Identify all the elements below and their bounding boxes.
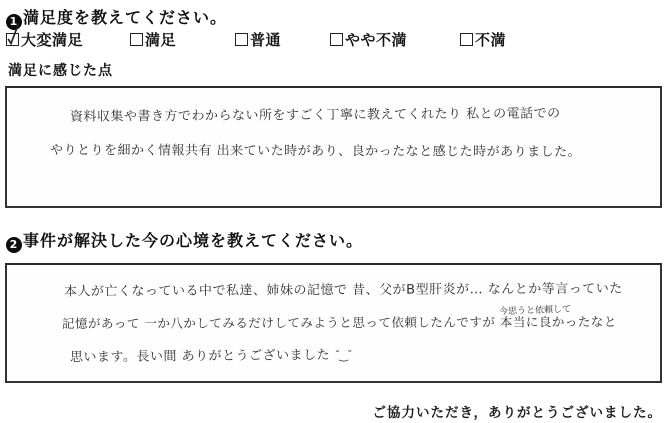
option-somewhat-dissatisfied[interactable] bbox=[330, 29, 407, 50]
handwritten-insert-note: 今思うと依頼して bbox=[498, 304, 572, 318]
option-very-satisfied[interactable] bbox=[6, 29, 83, 50]
option-normal[interactable] bbox=[235, 29, 281, 50]
handwritten-line: 資料収集や書き方でわからない所をすごく丁寧に教えてくれたり 私との電話での bbox=[69, 106, 561, 125]
circled-number-1-icon: 1 bbox=[6, 14, 22, 30]
checkbox-somewhat-dissatisfied bbox=[330, 33, 343, 46]
question1-text: 満足度を教えてください。 bbox=[23, 10, 228, 27]
circled-number-2-icon: 2 bbox=[6, 237, 22, 253]
answer-box-q1 bbox=[5, 86, 662, 208]
option-satisfied[interactable] bbox=[130, 29, 176, 50]
option-dissatisfied[interactable] bbox=[460, 29, 506, 50]
checkbox-dissatisfied bbox=[460, 33, 473, 46]
option-label: 満足 bbox=[145, 33, 177, 49]
footer-thanks: ご協力いただき，ありがとうございました。 bbox=[372, 405, 662, 420]
satisfaction-options-row bbox=[0, 29, 668, 51]
answer-box-q2 bbox=[5, 263, 662, 383]
question2-heading bbox=[6, 228, 363, 253]
handwritten-line: 記憶があって 一か八かしてみるだけしてみようと思って依頼したんですが 本当に良かったなと bbox=[61, 314, 617, 331]
option-label: 大変満足 bbox=[21, 33, 84, 49]
option-label: やや不満 bbox=[345, 33, 408, 49]
checkbox-very-satisfied bbox=[6, 33, 19, 46]
checkmark-icon bbox=[6, 33, 21, 45]
smiley-face-glyph: ˘‿˘ bbox=[334, 348, 352, 362]
option-label: 普通 bbox=[250, 33, 282, 49]
handwritten-line: 本人が亡くなっている中で私達、姉妹の記憶で 昔、父がB型肝炎が… なんとか等言っていた bbox=[63, 281, 623, 300]
question2-text: 事件が解決した今の心境を教えてください。 bbox=[23, 233, 364, 250]
option-label: 不満 bbox=[475, 33, 507, 49]
checkbox-satisfied bbox=[130, 33, 143, 46]
handwritten-line: 思います。長い間 ありがとうございました ˘‿˘ bbox=[69, 347, 352, 366]
satisfied-points-label: 満足に感じた点 bbox=[8, 64, 113, 79]
checkbox-normal bbox=[235, 33, 248, 46]
question1-heading bbox=[6, 5, 227, 30]
handwritten-line: やりとりを細かく情報共有 出来ていた時があり、良かったなと感じた時がありました。 bbox=[49, 143, 582, 160]
